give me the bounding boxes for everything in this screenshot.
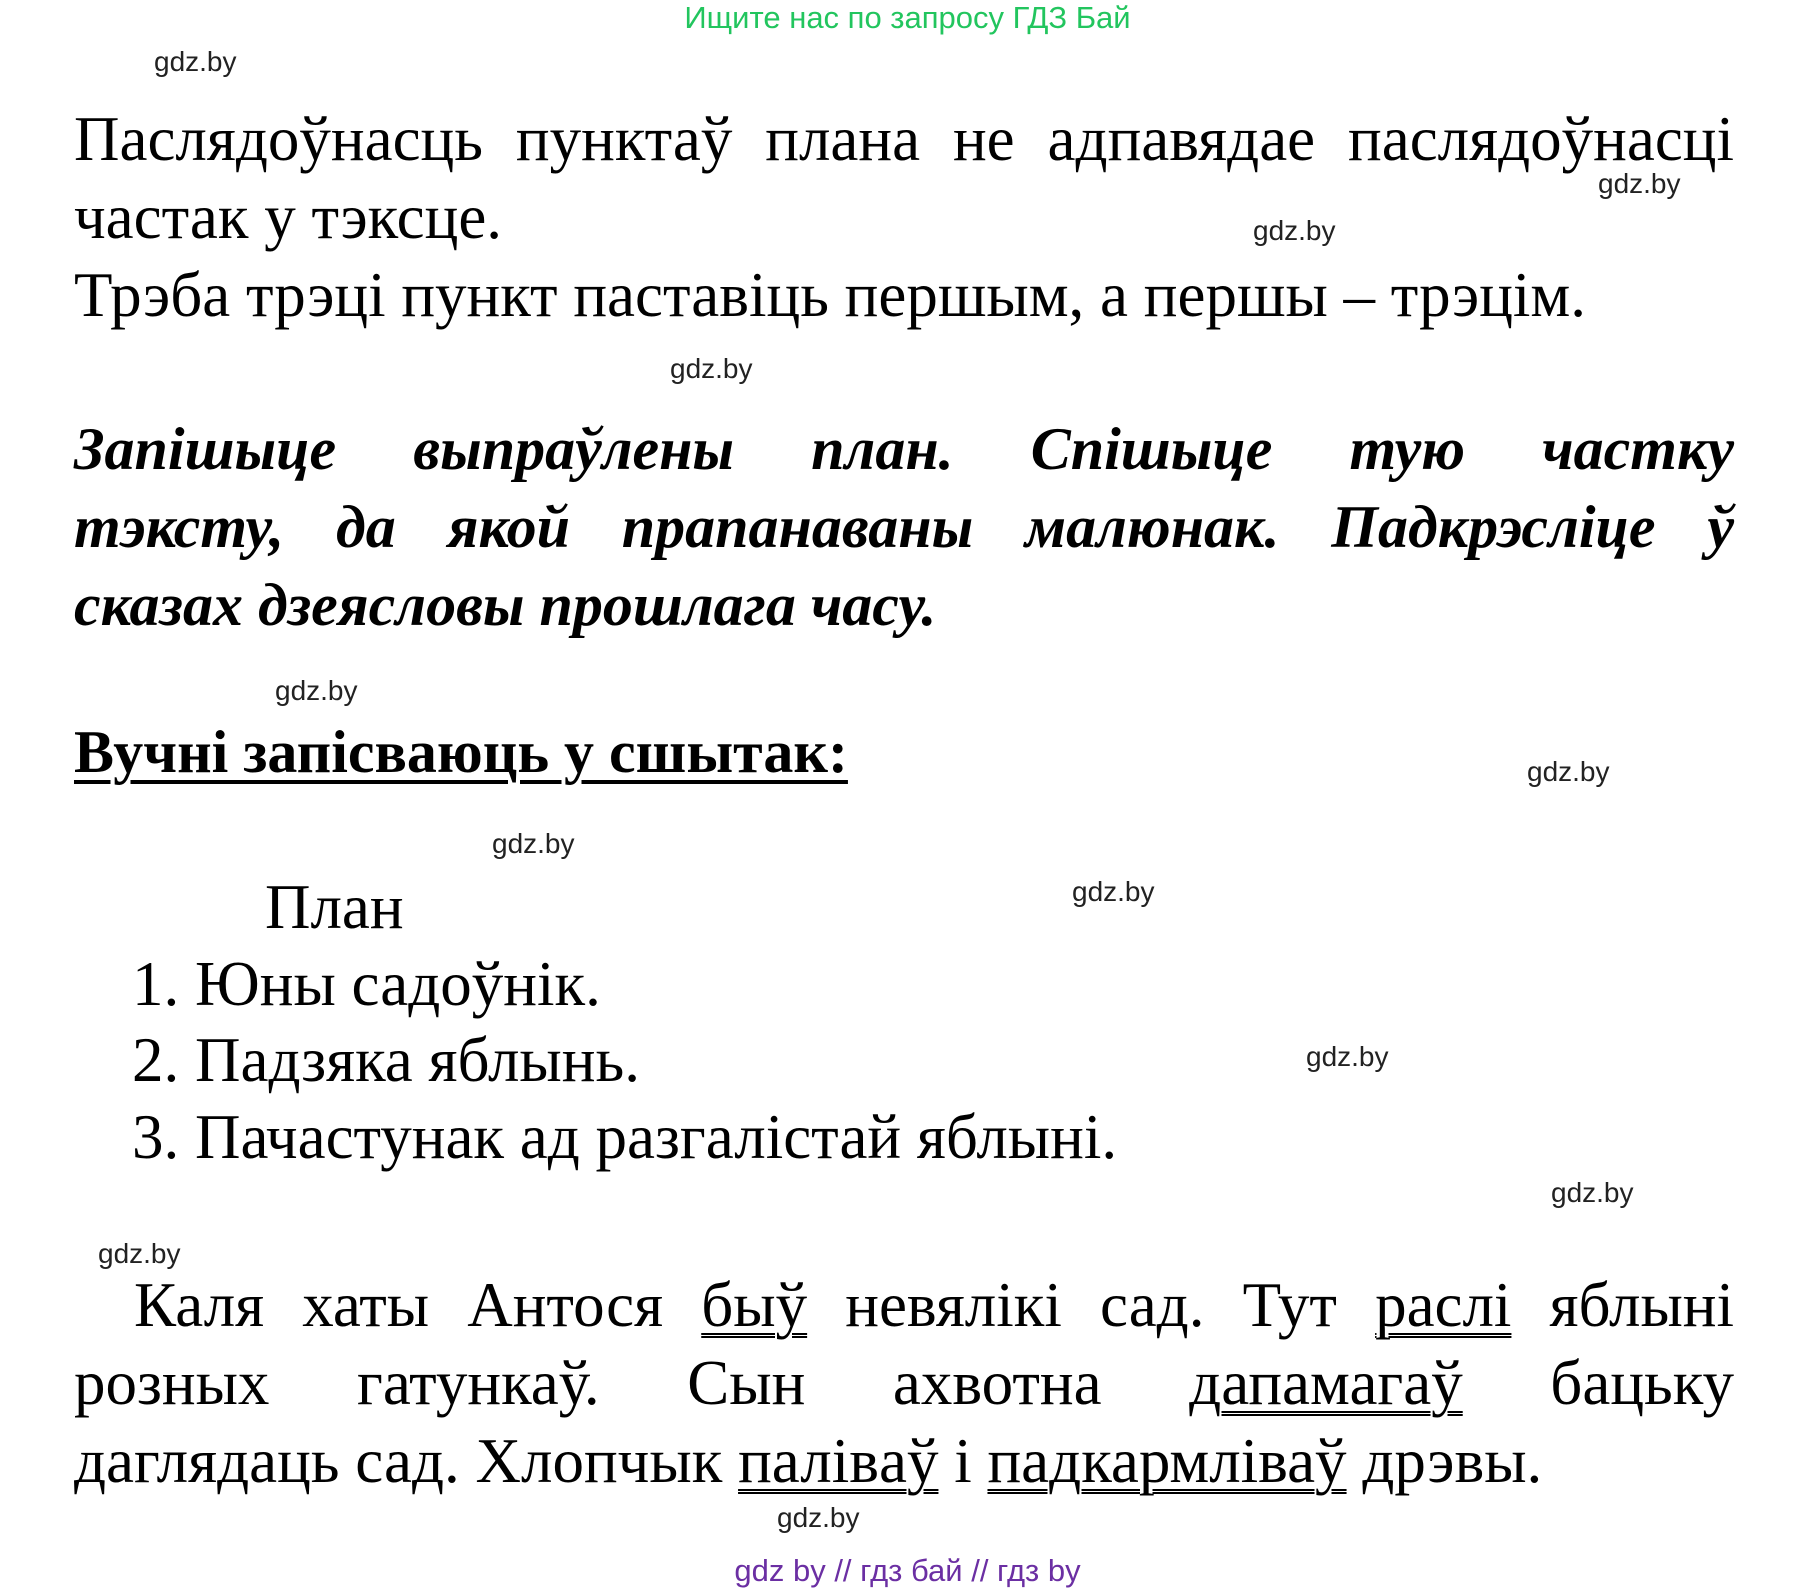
intro-line: частак у тэксце.: [74, 182, 503, 252]
task-instruction: [74, 410, 1734, 644]
task-line: Запішыце выпраўлены план. Спішыце тую частку: [74, 416, 1734, 482]
past-tense-verb: быў: [701, 1270, 808, 1340]
plan-item: 3. Пачастунак ад разгалістай яблыні.: [132, 1102, 1118, 1172]
plan-title: План: [265, 872, 404, 942]
story-text-fragment: дрэвы.: [1346, 1426, 1543, 1496]
watermark: gdz.by: [1527, 756, 1610, 787]
plan-item: 2. Падзяка яблынь.: [132, 1025, 640, 1095]
past-tense-verb: дапамагаў: [1189, 1348, 1463, 1418]
intro-line: Паслядоўнасць пунктаў плана не адпавядае паслядоўнасці: [74, 104, 1734, 174]
plan-item: 1. Юны садоўнік.: [132, 949, 601, 1019]
story-text-fragment: бацьку: [1462, 1348, 1734, 1418]
watermark: gdz.by: [1072, 876, 1155, 907]
watermark: gdz.by: [1306, 1041, 1389, 1072]
story-text-fragment: Каля хаты Антося: [134, 1270, 702, 1340]
past-tense-verb: падкармліваў: [987, 1426, 1347, 1496]
story-line: [74, 1422, 1734, 1500]
story-line: [74, 1266, 1734, 1344]
top-banner: Ищите нас по запросу ГДЗ Бай: [684, 0, 1131, 35]
watermark: gdz.by: [1551, 1177, 1634, 1208]
footer-links: gdz by // гдз бай // гдз by: [734, 1553, 1081, 1588]
story-text-fragment: яблыні: [1511, 1270, 1734, 1340]
watermark: gdz.by: [154, 46, 237, 77]
watermark: gdz.by: [670, 353, 753, 384]
story-text-fragment: невялікі сад. Тут: [807, 1270, 1376, 1340]
task-line: тэксту, да якой прапанаваны малюнак. Падкрэсліце ў: [74, 494, 1734, 560]
watermark: gdz.by: [275, 675, 358, 706]
watermark: gdz.by: [1253, 215, 1336, 246]
story-line: [74, 1344, 1734, 1422]
past-tense-verb: палівaў: [738, 1426, 939, 1496]
intro-paragraph: [74, 100, 1734, 334]
task-line: сказах дзеясловы прошлага часу.: [74, 572, 937, 638]
intro-line: Трэба трэці пункт паставіць першым, а першы – трэцім.: [74, 260, 1587, 330]
watermark: gdz.by: [1598, 168, 1681, 199]
watermark: gdz.by: [98, 1238, 181, 1269]
story-text: [74, 1266, 1734, 1500]
story-text-fragment: розных гатункаў. Сын ахвотна: [74, 1348, 1190, 1418]
section-heading: Вучні запісваюць у сшытак:: [74, 719, 848, 785]
story-text-fragment: даглядаць сад. Хлопчык: [74, 1426, 739, 1496]
past-tense-verb: раслі: [1375, 1270, 1512, 1340]
story-text-fragment: і: [938, 1426, 988, 1496]
watermark: gdz.by: [492, 828, 575, 859]
watermark: gdz.by: [777, 1502, 860, 1533]
